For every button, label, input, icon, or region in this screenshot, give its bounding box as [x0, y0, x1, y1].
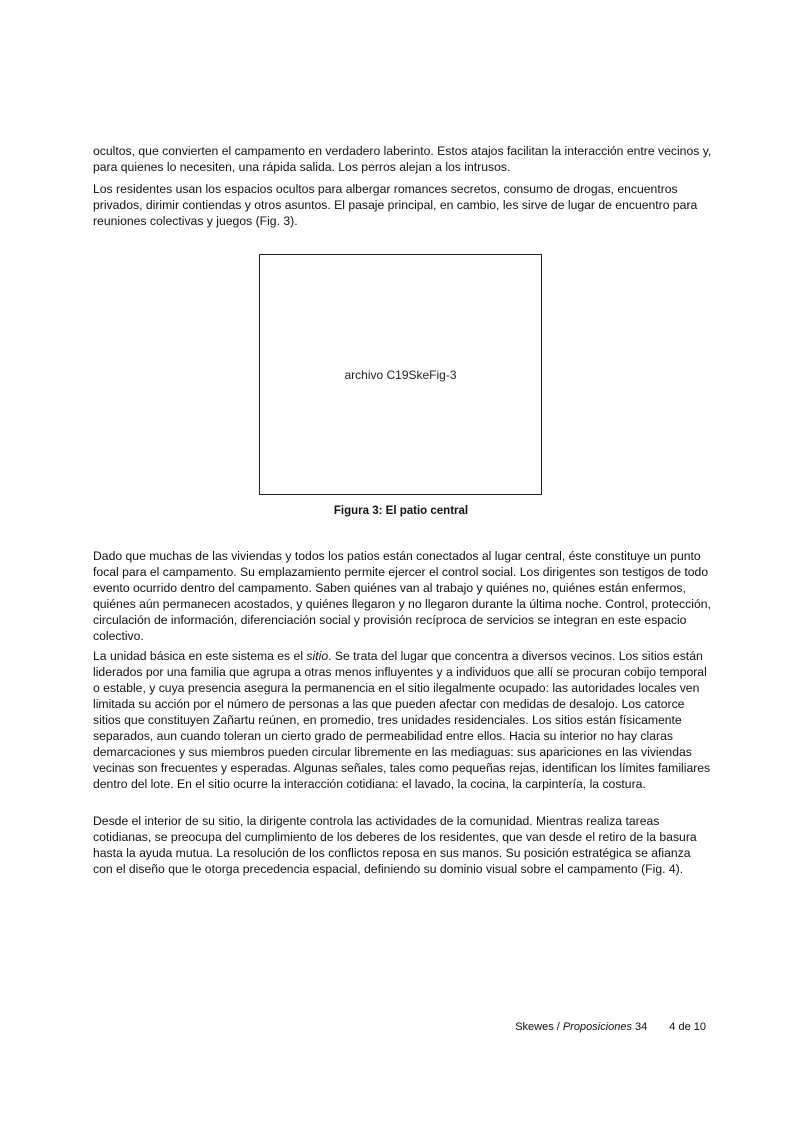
footer-journal: Proposiciones [562, 1021, 632, 1033]
paragraph-text: La unidad básica en este sistema es el [93, 649, 307, 663]
paragraph [93, 648, 713, 792]
paragraph-italic-term: sitio [306, 649, 329, 663]
figure-placeholder-text: archivo C19SkeFig-3 [344, 367, 457, 382]
page-footer [515, 1021, 706, 1033]
footer-author: Skewes / [515, 1021, 563, 1033]
paragraph: ocultos, que convierten el campamento en verdadero laberinto. Estos atajos facilitan la interacción entre vecinos y, para quienes lo necesiten, una rápida salida. Los perros alejan a los intrusos. [93, 144, 712, 174]
paragraph: Dado que muchas de las viviendas y todos los patios están conectados al lugar central, éste constituye un punto focal para el campamento. Su emplazamiento permite ejercer el control social. Los dirigentes son testigos de todo evento ocurrido dentro del campamento. Saben quiénes van al trabajo y quiénes no, quiénes están enfermos, quiénes aún permanecen acostados, y quiénes llegaron y no llegaron durante la última noche. Control, protección, circulación de información, diferenciación social y provisión recíproca de servicios se integran en este espacio colectivo. [93, 549, 711, 643]
figure-caption: Figura 3: El patio central [333, 505, 469, 517]
footer-issue: 34 [632, 1021, 648, 1033]
paragraph-text: . Se trata del lugar que concentra a diversos vecinos. Los sitios están liderados por una familia que agrupa a otras menos influyentes y a individuos que allí se procuran cobijo temporal o estable, y cuya presencia asegura la permanencia en el sitio ilegalmente ocupado: las autoridades locales ven limitada su acción por el número de personas a las que pueden afectar con medidas de desalojo. Los catorce sitios que constituyen Zañartu reúnen, en promedio, tres unidades residenciales. Los sitios están físicamente separados, aun cuando toleran un cierto grado de permeabilidad entre ellos. Hacia su interior no hay claras demarcaciones y sus miembros pueden circular libremente en las mediaguas: sus apariciones en las viviendas vecinas son frecuentes y esperadas. Algunas señales, tales como pequeñas rejas, identifican los límites familiares dentro del lote. En el sitio ocurre la interacción cotidiana: el lavado, la cocina, la carpintería, la costura. [93, 649, 711, 791]
figure-placeholder-frame [259, 254, 542, 495]
footer-page-number: 4 de 10 [669, 1021, 706, 1033]
paragraph: Desde el interior de su sitio, la dirigente controla las actividades de la comunidad. Mientras realiza tareas cotidianas, se preocupa del cumplimiento de los deberes de los residentes, que van desde el retiro de la basura hasta la ayuda mutua. La resolución de los conflictos reposa en sus manos. Su posición estratégica se afianza con el diseño que le otorga precedencia espacial, definiendo su dominio visual sobre el campamento (Fig. 4). [93, 814, 697, 876]
paragraph: Los residentes usan los espacios ocultos para albergar romances secretos, consumo de drogas, encuentros privados, dirimir contiendas y otros asuntos. El pasaje principal, en cambio, les sirve de lugar de encuentro para reuniones colectivas y juegos (Fig. 3). [93, 182, 698, 228]
